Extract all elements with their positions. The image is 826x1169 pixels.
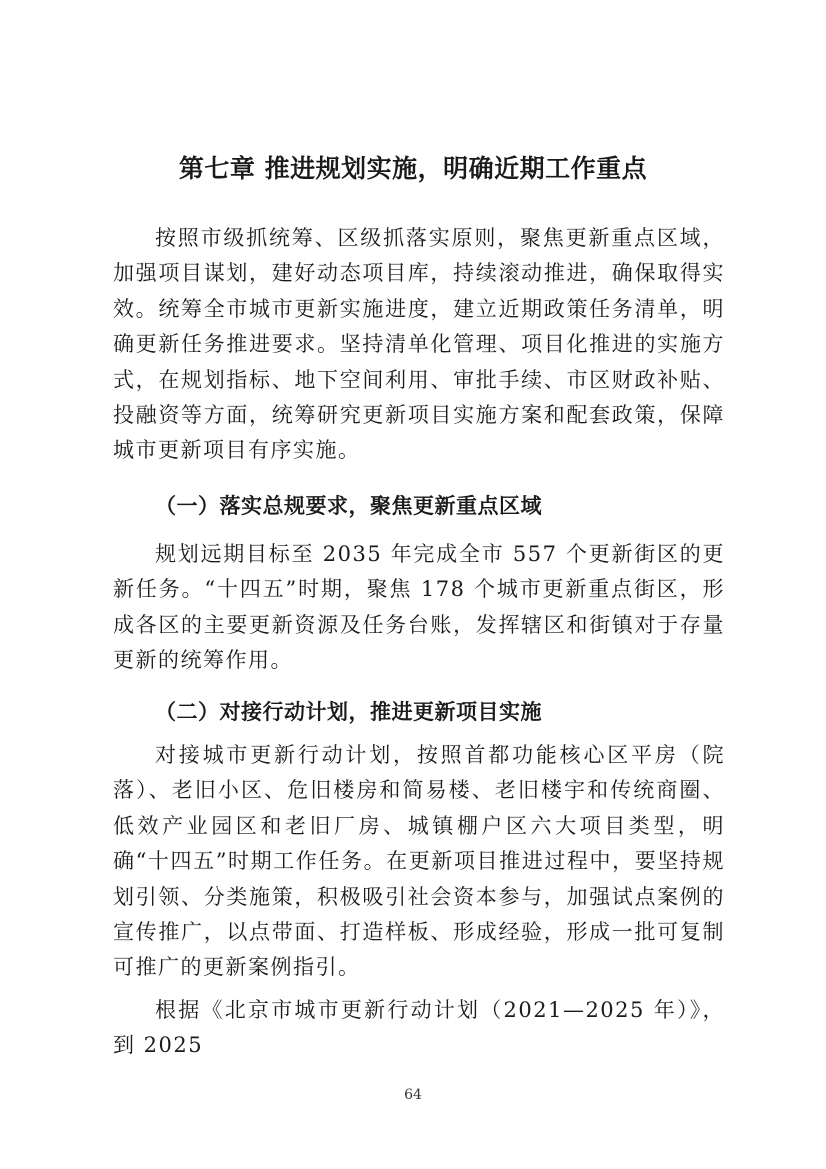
page-number: 64 (404, 1087, 422, 1103)
chapter-title: 第七章 推进规划实施，明确近期工作重点 (178, 154, 648, 183)
body-paragraph-section-1: 规划远期目标至 2035 年完成全市 557 个更新街区的更新任务。“十四五”时期，聚焦 178 个城市更新重点街区，形成各区的主要更新资源及任务台账，发挥辖区和街镇对于存量更新的统筹作用。 (113, 542, 725, 673)
body-paragraph-section-2: 对接城市更新行动计划，按照首都功能核心区平房（院落）、老旧小区、危旧楼房和简易楼、老旧楼宇和传统商圈、低效产业园区和老旧厂房、城镇棚户区六大项目类型，明确“十四五”时期工作任务。在更新项目推进过程中，要坚持规划引领、分类施策，积极吸引社会资本参与，加强试点案例的宣传推广，以点带面、打造样板、形成经验，形成一批可复制可推广的更新案例指引。 (113, 743, 725, 980)
section-heading-1: （一）落实总规要求，聚焦更新重点区域 (155, 494, 542, 518)
body-paragraph-intro: 按照市级抓统筹、区级抓落实原则，聚焦更新重点区域，加强项目谋划，建好动态项目库，持续滚动推进，确保取得实效。统筹全市城市更新实施进度，建立近期政策任务清单，明确更新任务推进要求。坚持清单化管理、项目化推进的实施方式，在规划指标、地下空间利用、审批手续、市区财政补贴、投融资等方面，统筹研究更新项目实施方案和配套政策，保障城市更新项目有序实施。 (113, 226, 725, 463)
body-paragraph-continued: 根据《北京市城市更新行动计划（2021—2025 年）》，到 2025 (113, 998, 725, 1058)
section-heading-2: （二）对接行动计划，推进更新项目实施 (155, 700, 542, 724)
